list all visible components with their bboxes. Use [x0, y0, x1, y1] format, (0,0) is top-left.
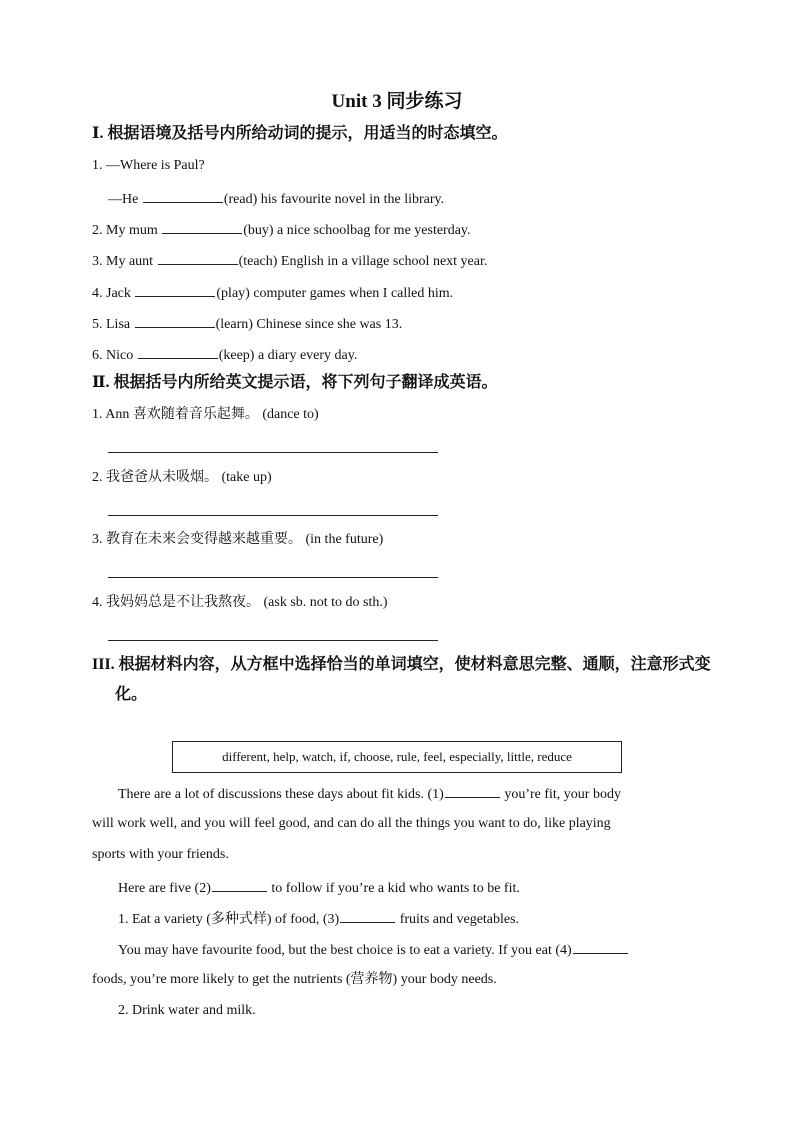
answer-blank[interactable]: [158, 250, 238, 265]
passage-line: 1. Eat a variety (多种式样) of food, (3) fruits and vegetables.: [118, 908, 519, 929]
answer-blank-3[interactable]: [340, 908, 395, 923]
s1-question-6: 6. Nico (keep) a diary every day.: [92, 344, 357, 365]
passage-line: sports with your friends.: [92, 847, 229, 862]
s2-question-1: 1. Ann 喜欢随着音乐起舞。 (dance to): [92, 407, 319, 422]
section-1-heading: Ⅰ. 根据语境及括号内所给动词的提示，用适当的时态填空。: [92, 125, 508, 142]
passage-line: Here are five (2) to follow if you’re a kid who wants to be fit.: [118, 877, 520, 898]
answer-blank-4[interactable]: [573, 939, 628, 954]
word-bank-box: different, help, watch, if, choose, rule, feel, especially, little, reduce: [172, 741, 622, 773]
page-title: Unit 3 同步练习: [331, 91, 463, 112]
section-2-heading: Ⅱ. 根据括号内所给英文提示语，将下列句子翻译成英语。: [92, 374, 498, 391]
passage-line: You may have favourite food, but the best choice is to eat a variety. If you eat (4): [118, 939, 629, 960]
answer-line[interactable]: [108, 452, 438, 453]
answer-blank-2[interactable]: [212, 877, 267, 892]
passage-line: foods, you’re more likely to get the nutrients (营养物) your body needs.: [92, 972, 497, 987]
answer-blank[interactable]: [135, 282, 215, 297]
answer-blank[interactable]: [138, 344, 218, 359]
answer-blank[interactable]: [143, 188, 223, 203]
s2-question-2: 2. 我爸爸从未吸烟。 (take up): [92, 470, 272, 485]
answer-line[interactable]: [108, 515, 438, 516]
section-3-heading-line-1: III. 根据材料内容，从方框中选择恰当的单词填空，使材料意思完整、通顺，注意形式变: [92, 656, 711, 673]
s1-question-2: 2. My mum (buy) a nice schoolbag for me yesterday.: [92, 219, 471, 240]
answer-line[interactable]: [108, 640, 438, 641]
passage-line: will work well, and you will feel good, and can do all the things you want to do, like playing: [92, 816, 611, 831]
answer-blank[interactable]: [162, 219, 242, 234]
s1-question-1b: —He (read) his favourite novel in the library.: [108, 188, 444, 209]
s1-question-1a: 1. —Where is Paul?: [92, 158, 205, 173]
section-3-heading-line-2: 化。: [115, 686, 148, 703]
passage-line: There are a lot of discussions these days about fit kids. (1) you’re fit, your body: [118, 783, 621, 804]
answer-blank-1[interactable]: [445, 783, 500, 798]
s1-question-5: 5. Lisa (learn) Chinese since she was 13.: [92, 313, 402, 334]
s1-question-4: 4. Jack (play) computer games when I called him.: [92, 282, 453, 303]
answer-blank[interactable]: [135, 313, 215, 328]
s2-question-4: 4. 我妈妈总是不让我熬夜。 (ask sb. not to do sth.): [92, 595, 388, 610]
s1-question-3: 3. My aunt (teach) English in a village school next year.: [92, 250, 487, 271]
s2-question-3: 3. 教育在未来会变得越来越重要。 (in the future): [92, 532, 384, 547]
passage-line: 2. Drink water and milk.: [118, 1003, 256, 1018]
answer-line[interactable]: [108, 577, 438, 578]
